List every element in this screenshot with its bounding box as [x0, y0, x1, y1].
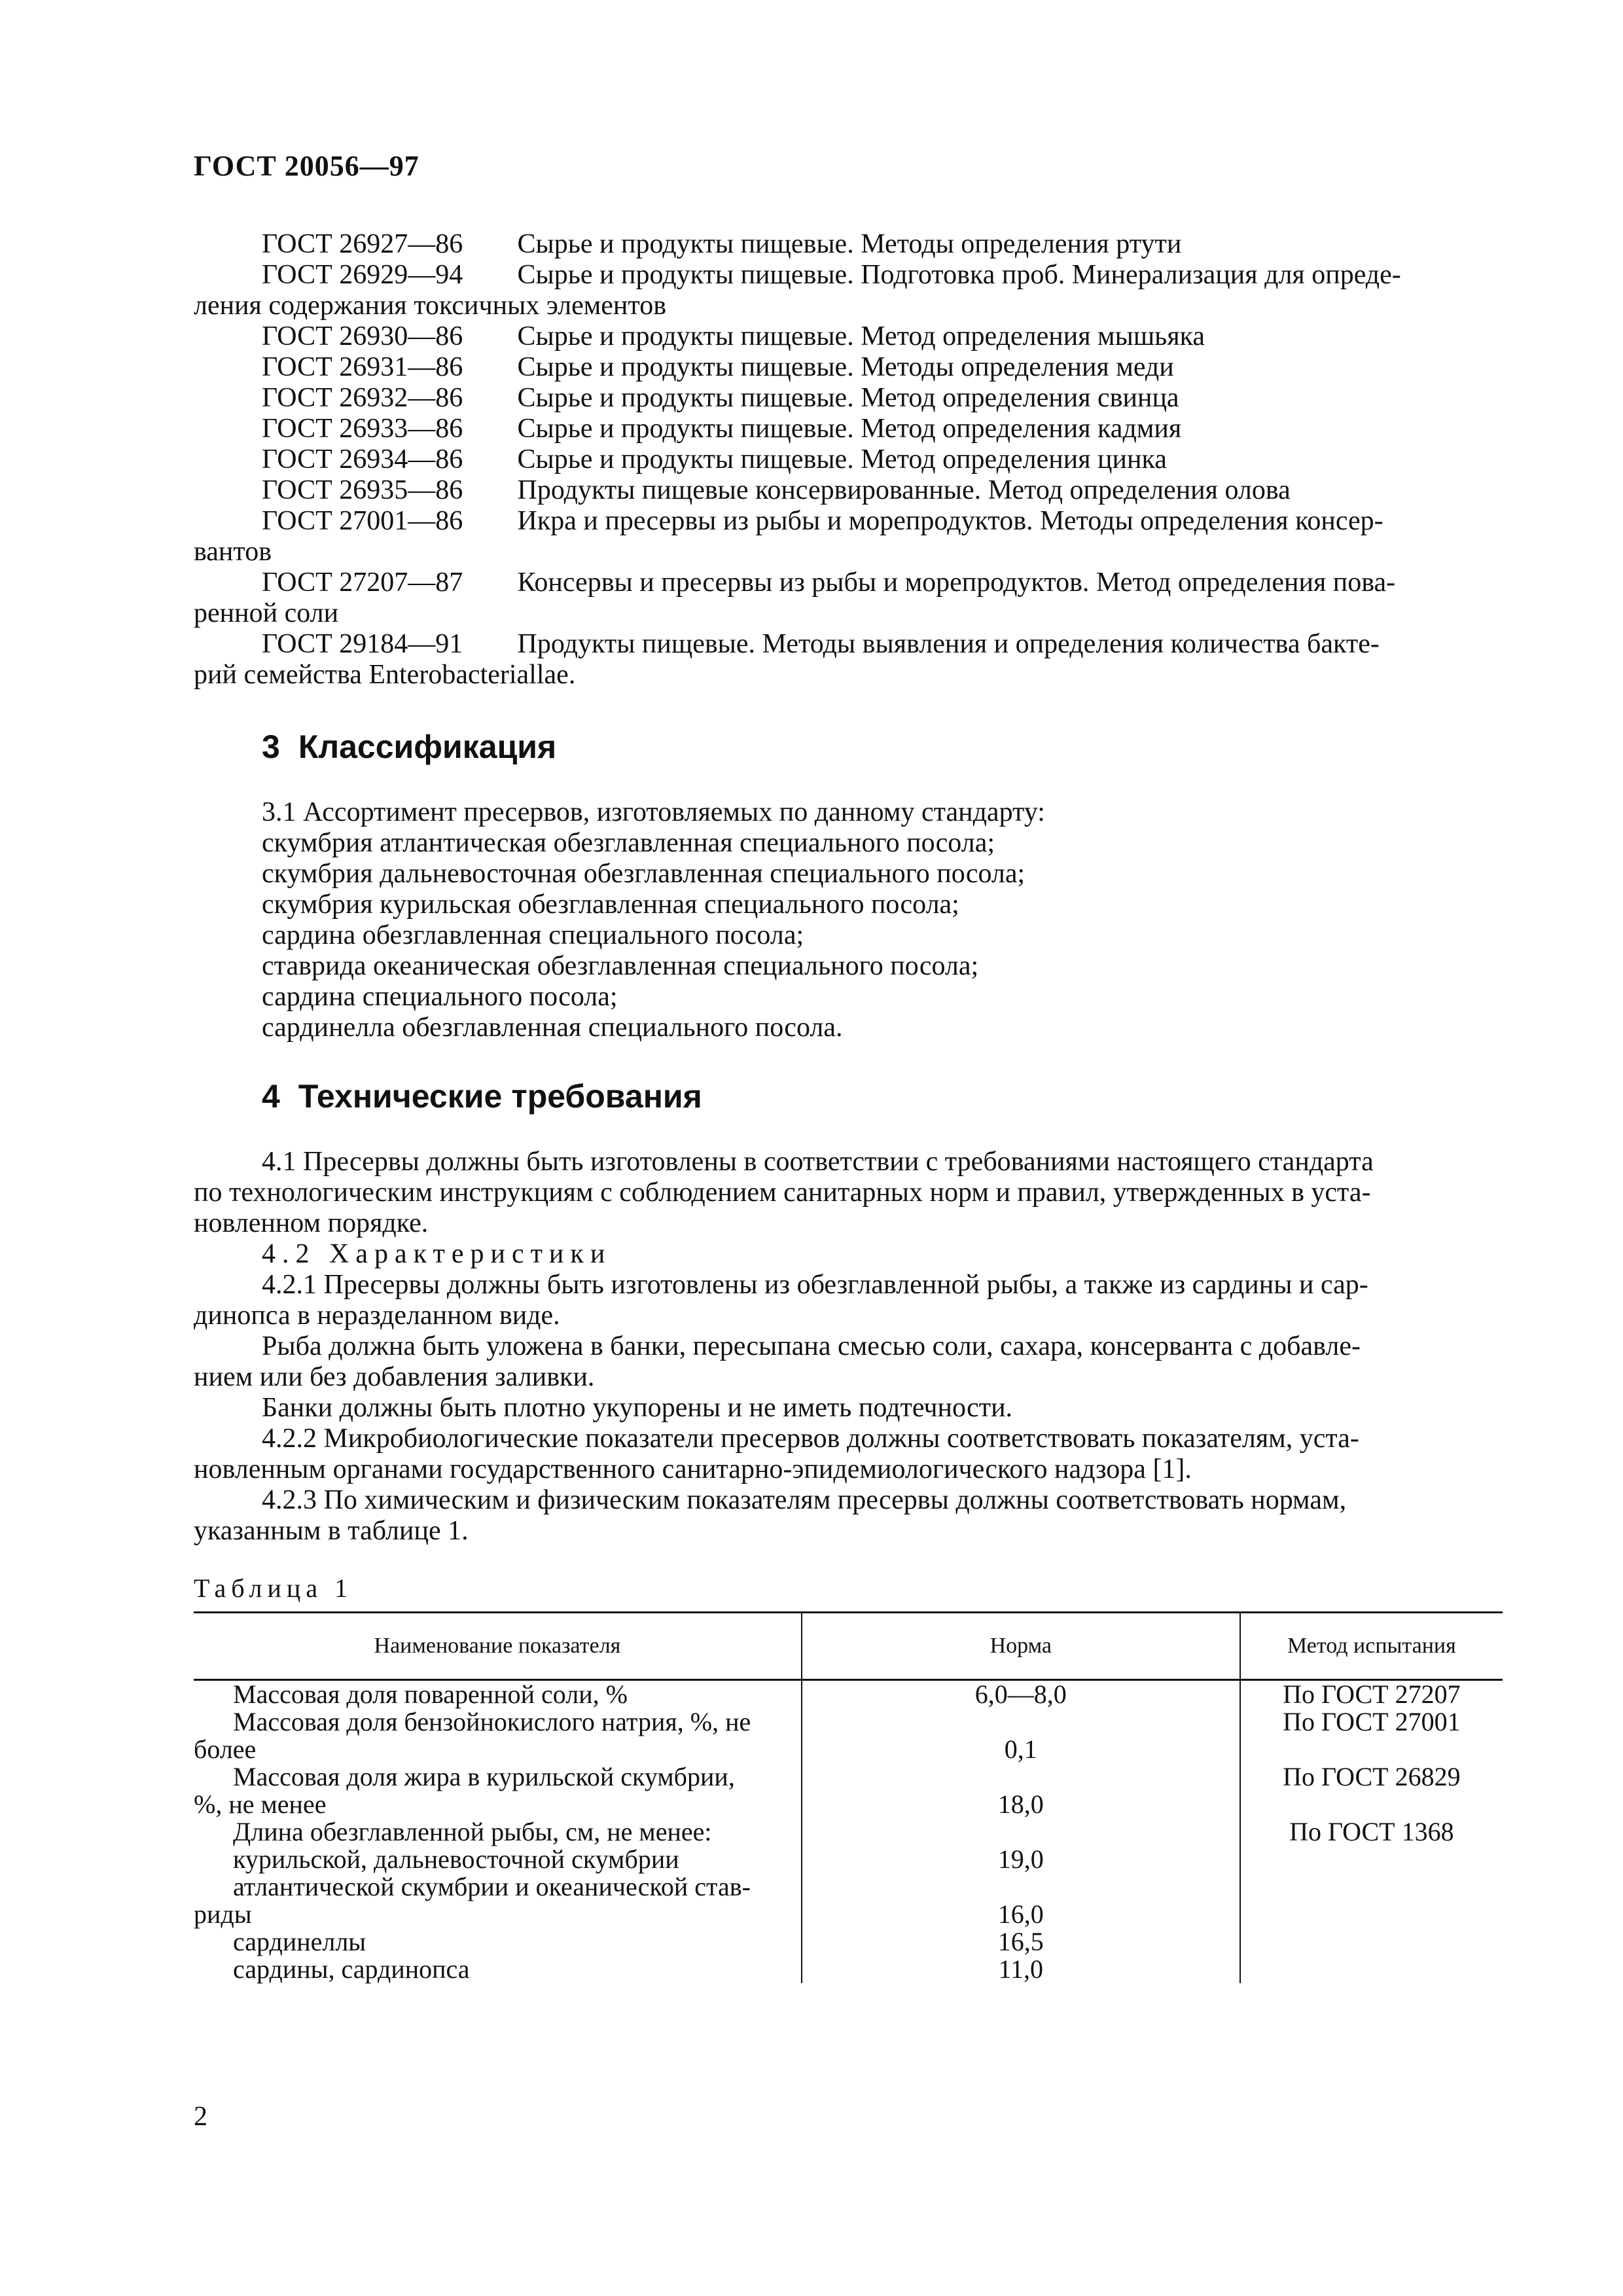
table-caption: Таблица 1 [194, 1573, 353, 1603]
reference-item: ГОСТ 26933—86 Сырье и продукты пищевые. Метод определения кадмия [262, 414, 1182, 444]
assortment-item: скумбрия дальневосточная обезглавленная специального посола; [262, 859, 1026, 889]
reference-continuation: вантов [194, 537, 272, 567]
assortment-item: сардина специального посола; [262, 982, 618, 1012]
assortment-item: сардинелла обезглавленная специального посола. [262, 1013, 843, 1043]
reference-item: ГОСТ 27001—86 Икра и пресервы из рыбы и морепродуктов. Методы определения консер- [262, 506, 1383, 536]
page-number: 2 [194, 2102, 207, 2132]
table-1 [194, 1611, 1503, 1983]
paragraph-4-2-1-b: Рыба должна быть уложена в банки, пересыпана смесью соли, сахара, консерванта с добавле- [262, 1331, 1361, 1361]
section-3-heading: 3 Классификация [262, 728, 557, 765]
column-header-name: Наименование показателя [194, 1613, 802, 1680]
reference-item: ГОСТ 27207—87 Консервы и пресервы из рыбы и морепродуктов. Метод определения пова- [262, 567, 1396, 598]
assortment-item: скумбрия курильская обезглавленная специального посола; [262, 889, 959, 920]
table-row: Массовая доля поваренной соли, % 6,0—8,0 По ГОСТ 27207 [194, 1680, 1503, 1709]
reference-continuation: ления содержания токсичных элементов [194, 291, 667, 321]
reference-item: ГОСТ 26931—86 Сырье и продукты пищевые. Методы определения меди [262, 352, 1174, 382]
references-list [194, 229, 1503, 691]
reference-item: ГОСТ 26935—86 Продукты пищевые консервированные. Метод определения олова [262, 475, 1291, 505]
paragraph-4-2-heading: 4.2 Характеристики [262, 1239, 612, 1269]
reference-item: ГОСТ 26934—86 Сырье и продукты пищевые. Метод определения цинка [262, 444, 1167, 475]
section-3-body [194, 797, 1503, 1043]
section-4-body: 4.1 Пресервы должны быть изготовлены в соответствии с требованиями настоящего стандарта по технологическим инструкциям с соблюдением санитарных норм и правил, утвержденных в уста- новленном порядке. 4.2 Характеристики 4.2.1 Пресервы должны быть изготовлены из обезглавленной рыбы, а также из сардины и сар- динопса в неразделанном виде. Рыба должна быть уложена в банки, пересыпана смесью соли, сахара, консерванта с добавле- нием или без добавления заливки. Банки должны быть плотно укупорены и не иметь подтечности. 4.2.2 Микробиологические показатели пресервов должны соответствовать показателям, уста- новленным органами государственного санитарно-эпидемиологического надзора [1]. 4.2.3 По химическим и физическим показателям пресервы должны соответствовать нормам, указанным в таблице 1. [194, 1147, 1503, 1547]
reference-item: ГОСТ 26929—94 Сырье и продукты пищевые. Подготовка проб. Минерализация для опреде- [262, 260, 1401, 290]
reference-continuation: рий семейства Enterobacteriallae. [194, 660, 576, 690]
assortment-item: скумбрия атлантическая обезглавленная специального посола; [262, 828, 995, 858]
section-4-heading: 4 Технические требования [262, 1078, 702, 1115]
reference-item: ГОСТ 26930—86 Сырье и продукты пищевые. Метод определения мышьяка [262, 321, 1205, 351]
document-header: ГОСТ 20056—97 [194, 150, 419, 182]
table-row: Массовая доля бензойнокислого натрия, %, не более 0,1 По ГОСТ 27001 [194, 1708, 1503, 1763]
column-header-norm: Норма [802, 1613, 1240, 1680]
table-header-row [194, 1613, 1503, 1680]
assortment-item: сардина обезглавленная специального посола; [262, 920, 804, 950]
reference-continuation: ренной соли [194, 598, 339, 628]
reference-item: ГОСТ 26932—86 Сырье и продукты пищевые. Метод определения свинца [262, 383, 1179, 413]
reference-item: ГОСТ 29184—91 Продукты пищевые. Методы выявления и определения количества бакте- [262, 629, 1380, 659]
paragraph-4-2-3: 4.2.3 По химическим и физическим показателям пресервы должны соответствовать нормам, [262, 1485, 1347, 1515]
paragraph-4-1: 4.1 Пресервы должны быть изготовлены в соответствии с требованиями настоящего стандарта [262, 1147, 1374, 1177]
assortment-item: ставрида океаническая обезглавленная специального посола; [262, 951, 979, 981]
table-row: Массовая доля жира в курильской скумбрии, %, не менее 18,0 По ГОСТ 26829 [194, 1763, 1503, 1818]
table-row: Длина обезглавленной рыбы, см, не менее: курильской, дальневосточной скумбрии атлантической скумбрии и океанической став- риды сардинеллы сардины, сардинопса 19,0 16,0 16,5 11,0 По ГОСТ 1368 [194, 1818, 1503, 1983]
assortment-intro: 3.1 Ассортимент пресервов, изготовляемых по данному стандарту: [262, 797, 1045, 827]
paragraph-4-2-1-c: Банки должны быть плотно укупорены и не иметь подтечности. [262, 1393, 1013, 1423]
reference-item: ГОСТ 26927—86 Сырье и продукты пищевые. Методы определения ртути [262, 229, 1182, 259]
paragraph-4-2-1: 4.2.1 Пресервы должны быть изготовлены из обезглавленной рыбы, а также из сардины и сар- [262, 1270, 1368, 1300]
column-header-method: Метод испытания [1240, 1613, 1503, 1680]
paragraph-4-2-2: 4.2.2 Микробиологические показатели пресервов должны соответствовать показателям, уста- [262, 1424, 1359, 1454]
